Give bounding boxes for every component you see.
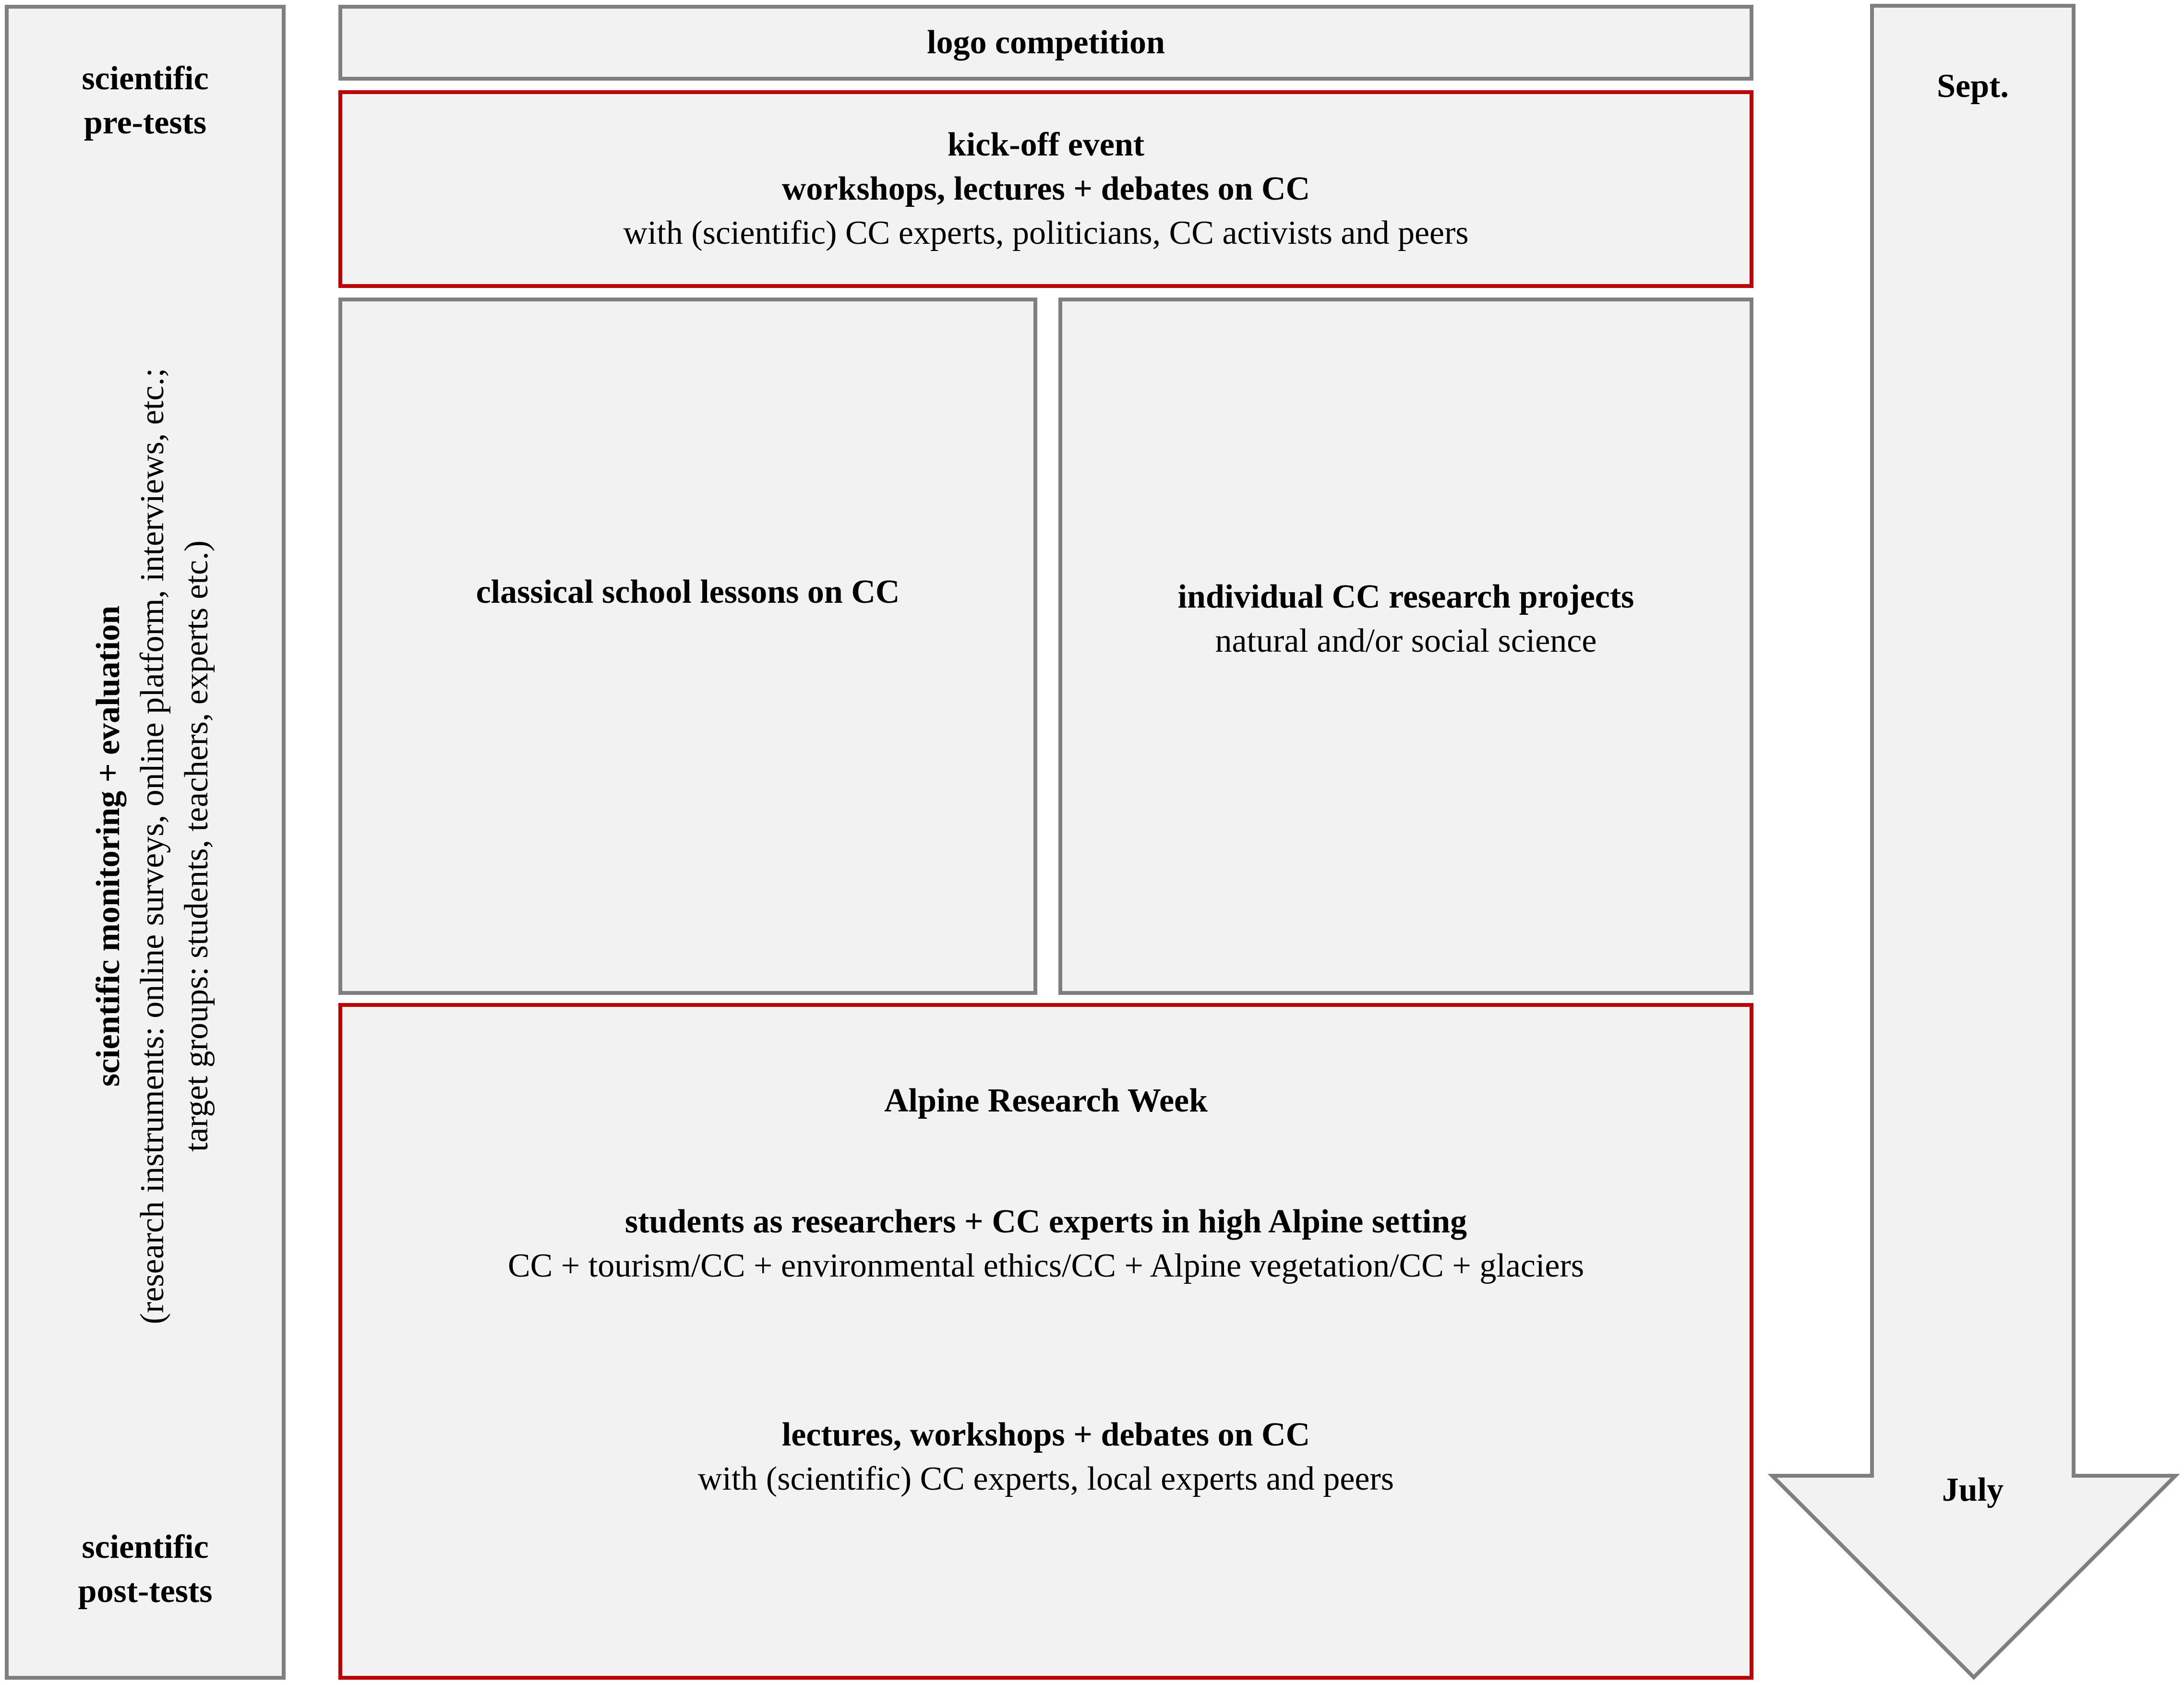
monitoring-target-groups: target groups: students, teachers, experts etc.) — [178, 540, 215, 1152]
alpine-lectures-detail: with (scientific) CC experts, local experts and peers — [697, 1460, 1394, 1497]
pre-tests-line-2: pre-tests — [84, 104, 207, 141]
alpine-researchers-detail: CC + tourism/CC + environmental ethics/CC + Alpine vegetation/CC + glaciers — [507, 1247, 1584, 1284]
research-projects-title: individual CC research projects — [1177, 578, 1634, 615]
timeline-end-label: July — [1942, 1471, 2004, 1508]
kickoff-subtitle: workshops, lectures + debates on CC — [781, 170, 1310, 207]
timeline-start-label: Sept. — [1937, 68, 2009, 105]
pre-tests-line-1: scientific — [82, 60, 209, 97]
post-tests-line-1: scientific — [82, 1529, 209, 1565]
kickoff-detail: with (scientific) CC experts, politicians, CC activists and peers — [623, 215, 1469, 251]
school-lessons-label: classical school lessons on CC — [476, 574, 900, 610]
post-tests-line-2: post-tests — [78, 1573, 213, 1610]
timeline-arrow-shape — [1772, 6, 2175, 1677]
logo-competition-label: logo competition — [927, 24, 1165, 61]
alpine-lectures-title: lectures, workshops + debates on CC — [781, 1416, 1310, 1453]
alpine-title: Alpine Research Week — [884, 1082, 1208, 1119]
monitoring-title: scientific monitoring + evaluation — [90, 605, 127, 1087]
monitoring-instruments: (research instruments: online surveys, online platform, interviews, etc.; — [134, 368, 171, 1325]
kickoff-title: kick-off event — [947, 126, 1145, 163]
alpine-researchers-title: students as researchers + CC experts in high Alpine setting — [624, 1203, 1467, 1240]
research-projects-detail: natural and/or social science — [1215, 622, 1597, 659]
